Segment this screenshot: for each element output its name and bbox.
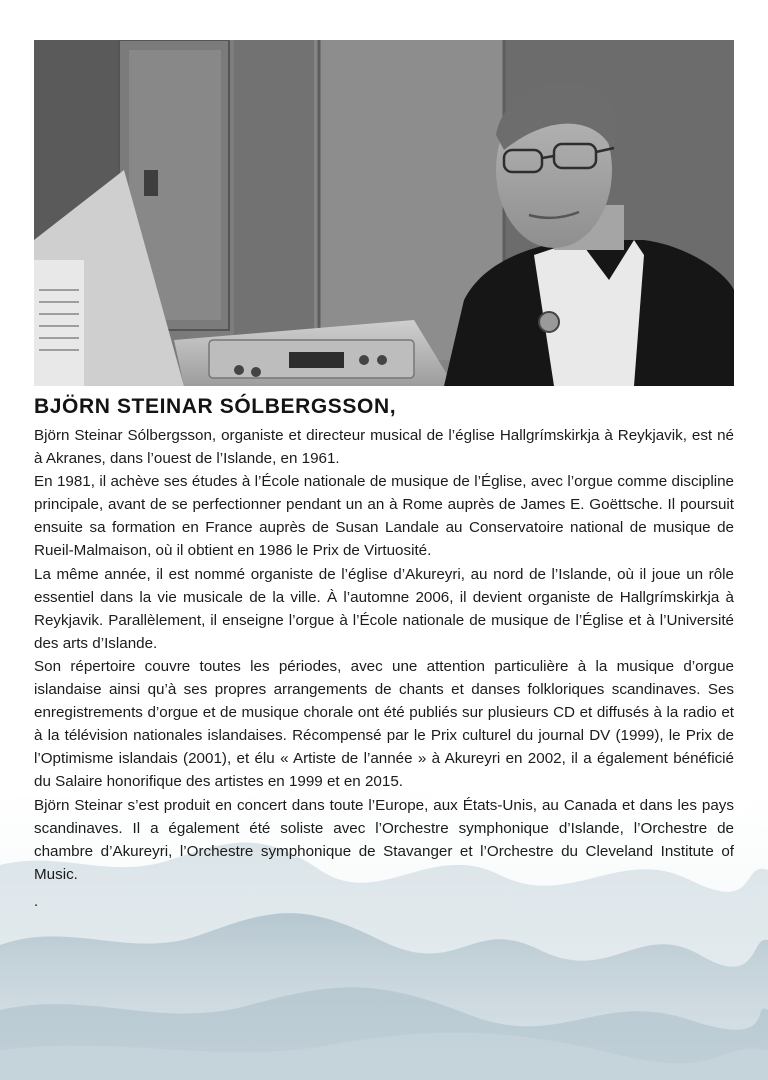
biography-paragraph-1: Björn Steinar Sólbergsson, organiste et directeur musical de l’église Hallgrímskirkja à Reykjavik, est né à Akranes, dans l’ouest de l’Islande, en 1961. (34, 427, 734, 468)
trailing-dot: . (34, 892, 39, 910)
portrait-photo (34, 40, 734, 386)
biography-paragraph-5: Björn Steinar s’est produit en concert dans toute l’Europe, aux États-Unis, au Canada et dans les pays scandinaves. Il a également été soliste avec l’Orchestre symphonique d’Islande, l’Orchestre de chambre d’Akureyri, l’Orchestre symphonique de Stavanger et l’Orchestre du Cleveland Institute of Music. (34, 796, 734, 883)
biography-paragraph-4: Son répertoire couvre toutes les périodes, avec une attention particulière à la musique d’orgue islandaise ainsi qu’à ses propres arrangements de chants et danses folkloriques scandinaves. Ses enregistrements d’orgue et de musique chorale ont été publiés sur plusieurs CD et diffusés à la radio et à la télévision nationales islandaises. Récompensé par le Prix culturel du journal DV (1999), le Prix de l’Optimisme islandais (2001), et élu « Artiste de l’année » à Akureyri en 2002, il a également bénéficié du Salaire honorifique des artistes en 1999 et en 2015. (34, 657, 734, 791)
biography-paragraph-3: La même année, il est nommé organiste de l’église d’Akureyri, au nord de l’Islande, où il joue un rôle essentiel dans la vie musicale de la ville. À l’automne 2006, il devient organiste de Hallgrímskirkja à Reykjavik. Parallèlement, il enseigne l’orgue à l’École nationale de musique de l’Église et à l’Université des arts d’Islande. (34, 565, 734, 652)
biography-title: BJÖRN STEINAR SÓLBERGSSON, (34, 395, 397, 418)
biography-paragraph-2: En 1981, il achève ses études à l’École nationale de musique de l’Église, avec l’orgue comme discipline principale, avant de se perfectionner pendant un an à Rome auprès de James E. Goëttsche. Il poursuit ensuite sa formation en France auprès de Susan Landale au Conservatoire national de musique de Rueil-Malmaison, où il obtient en 1986 le Prix de Virtuosité. (34, 473, 734, 560)
biography (34, 394, 734, 913)
